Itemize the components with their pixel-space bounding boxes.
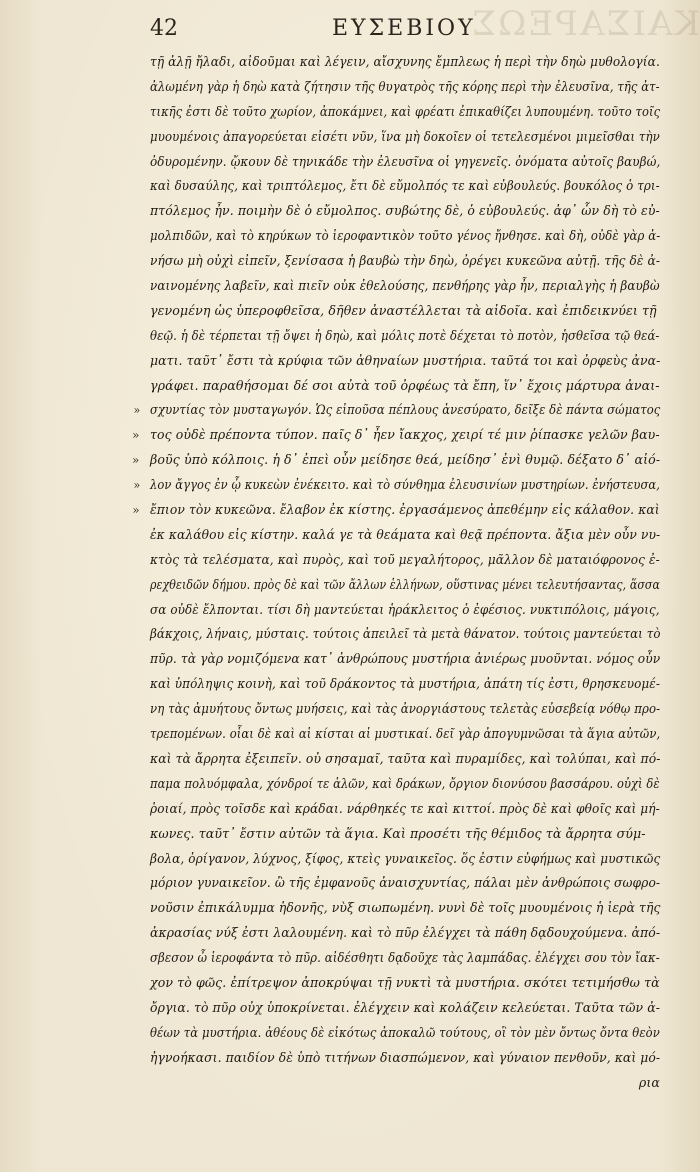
line-text: ρια — [638, 1074, 660, 1090]
line-text: καὶ τὰ ἄρρητα ἐξειπεῖν. οὐ σησαμαῖ, ταῦτα καὶ πυραμίδες, καὶ τολύπαι, καὶ πό- — [150, 750, 661, 766]
text-line — [133, 473, 661, 498]
text-line — [150, 722, 661, 747]
line-text: νη τὰς ἀμυήτους ὄντως μυήσεις, καὶ τὰς ἀνοργιάστους τελετὰς εὐσεβείᾳ νόθῳ προ- — [150, 701, 661, 717]
line-text: ἀλωμένη γὰρ ἡ δηὼ κατὰ ζήτησιν τῆς θυγατρὸς τῆς κόρης περὶ τὴν ἐλευσῖνα, τῆς ἀτ- — [150, 78, 660, 94]
page-number: 42 — [150, 16, 178, 41]
quotation-mark: » — [132, 453, 140, 468]
line-text: ρεχθειδῶν δήμου. πρὸς δὲ καὶ τῶν ἄλλων ἑλλήνων, οὕστινας μένει τελευτήσαντας, ἅσσα — [150, 576, 661, 592]
line-text: ναινομένης λαβεῖν, καὶ πιεῖν οὐκ ἐθελούσης, πενθήρης γὰρ ἦν, περιαλγὴς ἡ βαυβὼ — [150, 278, 660, 294]
line-text: ἀκρασίας νύξ ἐστι λαλουμένη. καὶ τὸ πῦρ ἐλέγχει τὰ πάθη δᾳδουχούμενα. ἀπό- — [150, 925, 661, 941]
text-line — [150, 299, 660, 324]
text-line — [150, 697, 661, 722]
line-text: ἠγνοήκασι. παιδίον δὲ ὑπὸ τιτήνων διασπώμενον, καὶ γύναιον πενθοῦν, καὶ μό- — [150, 1049, 661, 1065]
text-line — [150, 747, 661, 772]
line-text: βάκχοις, λήναις, μύσταις. τούτοις ἀπειλεῖ τὰ μετὰ θάνατον. τούτοις μαντεύεται τὸ — [150, 626, 661, 642]
line-text: χον τὸ φῶς. ἐπίτρεψον ἀποκρύψαι τῇ νυκτὶ τὰ μυστήρια. σκότει τετιμήσθω τὰ — [150, 974, 660, 990]
text-line — [132, 448, 661, 473]
bleed-through-text: ΚΑΙΣΑΡΕΩΣ — [470, 4, 700, 44]
quotation-mark: » — [133, 403, 141, 418]
text-line — [150, 921, 661, 946]
line-text: μολπιδῶν, καὶ τὸ κηρύκων τὸ ἱεροφαντικὸν τοῦτο γένος ἤνθησε. καὶ δὴ, οὐδὲ γὰρ ἀ- — [150, 228, 661, 244]
text-line — [150, 672, 660, 697]
quotation-mark: » — [132, 428, 140, 443]
text-line — [150, 996, 661, 1021]
line-text: μόριον γυναικεῖον. ὢ τῆς ἐμφανοῦς ἀναισχυντίας, πάλαι μὲν ἀνθρώποις σωφρο- — [150, 875, 661, 891]
text-line — [150, 647, 661, 672]
text-line — [150, 224, 661, 249]
text-line — [150, 896, 661, 921]
text-line — [150, 797, 660, 822]
text-line — [150, 871, 661, 896]
line-text: κτὸς τὰ τελέσματα, καὶ πυρὸς, καὶ τοῦ μεγαλήτορος, μᾶλλον δὲ ματαιόφρονος ἐ- — [150, 551, 660, 567]
text-line — [150, 598, 660, 623]
text-line — [150, 324, 660, 349]
text-line — [150, 548, 660, 573]
line-text: σχυντίας τὸν μυσταγωγόν. Ὡς εἰποῦσα πέπλους ἀνεσύρατο, δεῖξε δὲ πάντα σώματος — [150, 402, 661, 418]
line-text: θεῷ. ἡ δὲ τέρπεται τῇ ὄψει ἡ δηὼ, καὶ μόλις ποτὲ δέχεται τὸ ποτὸν, ἡσθεῖσα τῷ θεά- — [150, 327, 660, 343]
line-text: παμα πολυόμφαλα, χόνδροί τε ἁλῶν, καὶ δράκων, ὄργιον διονύσου βασσάρου. οὐχὶ δὲ — [150, 775, 660, 791]
line-text: ματι. ταῦτ᾽ ἔστι τὰ κρύφια τῶν ἀθηναίων μυστήρια. ταῦτά τοι καὶ ὀρφεὺς ἀνα- — [150, 352, 661, 368]
text-line — [150, 971, 658, 996]
line-text: ὀδυρομένην. ᾤκουν δὲ τηνικάδε τὴν ἐλευσῖνα οἱ γηγενεῖς. ὀνόματα αὐτοῖς βαυβώ, — [150, 153, 661, 169]
line-text: πῦρ. τὰ γὰρ νομιζόμενα κατ᾽ ἀνθρώπους μυστήρια ἀνιέρως μυοῦνται. νόμος οὖν — [150, 651, 661, 667]
line-text: σβεσον ὦ ἱεροφάντα τὸ πῦρ. αἰδέσθητι δᾳδοῦχε τὰς λαμπάδας. ἐλέγχει σου τὸν ἴακ- — [150, 950, 660, 966]
running-head: ΕΥΣΕΒΙΟΥ — [332, 16, 476, 41]
text-line — [150, 847, 661, 872]
text-line — [150, 573, 661, 598]
text-line — [133, 398, 661, 423]
line-text: τρεπομένων. οἷαι δὲ καὶ αἱ κίσται αἱ μυστικαί. δεῖ γὰρ ἀπογυμνῶσαι τὰ ἅγια αὐτῶν, — [150, 726, 661, 742]
quotation-mark: » — [132, 503, 140, 518]
text-line — [150, 772, 660, 797]
line-text: τῇ ἀλῇ ἤλαδι, αἰδοῦμαι καὶ λέγειν, αἴσχυνης ἔμπλεως ἡ περὶ τὴν δηὼ μυθολογία. — [150, 54, 660, 69]
line-text: ὄργια. τὸ πῦρ οὐχ ὑποκρίνεται. ἐλέγχειν καὶ κολάζειν κελεύεται. Ταῦτα τῶν ἀ- — [150, 999, 661, 1015]
line-text: νοῦσιν ἐπικάλυμμα ἡδονῆς, νὺξ σιωπωμένη. νυνὶ δὲ τοῖς μυουμένοις ἡ ἱερὰ τῆς — [150, 900, 661, 916]
text-line — [150, 150, 661, 175]
line-text: καὶ δυσαύλης, καὶ τριπτόλεμος, ἔτι δὲ εὔμολπός τε καὶ εὐβουλεύς. βουκόλος ὁ τρι- — [150, 178, 660, 194]
line-text: βολα, ὀρίγανον, λύχνος, ξίφος, κτεὶς γυναικεῖος. ὅς ἐστιν εὐφήμως καὶ μυστικῶς — [150, 850, 661, 866]
line-text: τικῆς ἐστι δὲ τοῦτο χωρίον, ἀποκάμνει, καὶ φρέατι ἐπικαθίζει λυπουμένη. τοῦτο τοῖς — [150, 103, 661, 119]
text-line — [150, 523, 661, 548]
text-line — [150, 50, 660, 75]
text-line — [150, 374, 660, 399]
text-line — [150, 100, 661, 125]
line-text: γενομένη ὡς ὑπεροφθεῖσα, δῆθεν ἀναστέλλεται τὰ αἰδοῖα. καὶ ἐπιδεικνύει τῇ — [150, 302, 657, 318]
text-line — [150, 349, 661, 374]
line-text: γράφει. παραθήσομαι δέ σοι αὐτὰ τοῦ ὀρφέως τὰ ἔπη, ἵν᾽ ἔχοις μάρτυρα ἀναι- — [150, 377, 660, 393]
line-text: βοῦς ὑπὸ κόλποις. ἡ δ᾽ ἐπεὶ οὖν μείδησε θεά, μείδησ᾽ ἐνὶ θυμῷ. δέξατο δ᾽ αἰό- — [150, 452, 661, 468]
line-text: νήσω μὴ οὐχὶ εἰπεῖν, ξενίσασα ἡ βαυβὼ τὴν δηὼ, ὀρέγει κυκεῶνα αὐτῇ. τῆς δὲ ἀ- — [150, 253, 661, 269]
text-line — [150, 174, 660, 199]
line-text: κωνες. ταῦτ᾽ ἔστιν αὐτῶν τὰ ἅγια. Καὶ προσέτι τῆς θέμιδος τὰ ἄρρητα σύμ- — [150, 825, 646, 841]
text-line — [150, 125, 660, 150]
quotation-mark: » — [133, 478, 141, 493]
text-line — [150, 1046, 661, 1071]
line-text: λον ἄγγος ἐν ᾧ κυκεὼν ἐνέκειτο. καὶ τὸ σύνθημα ἐλευσινίων μυστηρίων. ἐνήστευσα, — [150, 477, 661, 493]
text-line — [150, 1021, 660, 1046]
line-text: ἔπιον τὸν κυκεῶνα. ἔλαβον ἐκ κίστης. ἐργασάμενος ἀπεθέμην εἰς κάλαθον. καὶ — [150, 502, 660, 518]
text-line — [132, 498, 660, 523]
text-block — [132, 50, 661, 1095]
text-line — [150, 946, 660, 971]
text-line — [150, 249, 661, 274]
text-line — [150, 199, 660, 224]
line-text: πτόλεμος ἦν. ποιμὴν δὲ ὁ εὔμολπος. συβώτης δὲ, ὁ εὐβουλεύς. ἀφ᾽ ὧν δὴ τὸ εὐ- — [150, 203, 660, 219]
line-text: σα οὐδὲ ἔλπονται. τίσι δὴ μαντεύεται ἡράκλειτος ὁ ἐφέσιος. νυκτιπόλοις, μάγοις, — [150, 601, 660, 617]
line-text: μυουμένοις ἀπαγορεύεται εἰσέτι νῦν, ἵνα μὴ δοκοῖεν οἱ τετελεσμένοι μιμεῖσθαι τὴν — [150, 128, 660, 144]
text-line — [150, 822, 660, 847]
text-line — [150, 1071, 660, 1096]
line-text: ἐκ καλάθου εἰς κίστην. καλά γε τὰ θεάματα καὶ θεᾷ πρέποντα. ἄξια μὲν οὖν νυ- — [150, 526, 661, 542]
text-line — [150, 274, 660, 299]
text-line — [132, 423, 660, 448]
line-text: τος οὐδὲ πρέποντα τύπον. παῖς δ᾽ ἦεν ἴακχος, χειρί τέ μιν ῥίπασκε γελῶν βαυ- — [150, 427, 660, 443]
line-text: καὶ ὑπόληψις κοινὴ, καὶ τοῦ δράκοντος τὰ μυστήρια, ἀπάτη τίς ἐστι, θρησκευομέ- — [150, 676, 660, 692]
text-line — [150, 622, 661, 647]
text-line — [150, 75, 660, 100]
line-text: ῥοιαί, πρὸς τοῖσδε καὶ κράδαι. νάρθηκές τε καὶ κιττοί. πρὸς δὲ καὶ φθοῖς καὶ μή- — [150, 800, 660, 816]
line-text: θέων τὰ μυστήρια. ἀθέους δὲ εἰκότως ἀποκαλῶ τούτους, οἳ τὸν μὲν ὄντως ὄντα θεὸν — [150, 1024, 660, 1040]
